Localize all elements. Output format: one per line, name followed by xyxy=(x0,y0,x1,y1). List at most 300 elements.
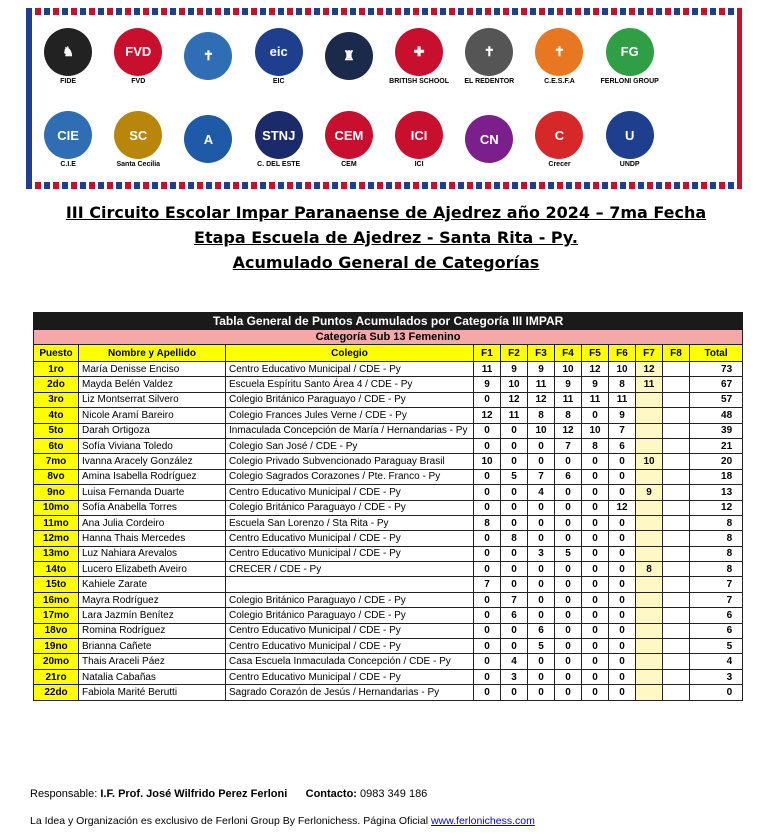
cell-total: 6 xyxy=(690,623,743,638)
cell-f2: 9 xyxy=(501,362,528,377)
footer-responsable xyxy=(30,788,427,800)
cell-f7 xyxy=(636,546,663,561)
table-caption: Tabla General de Puntos Acumulados por Categoría III IMPAR xyxy=(34,313,743,330)
cell-total: 5 xyxy=(690,639,743,654)
standings-table-container xyxy=(33,312,742,701)
cell-total: 7 xyxy=(690,577,743,592)
column-header: F1 xyxy=(474,345,501,362)
cell-f6: 0 xyxy=(609,654,636,669)
cell-f4: 7 xyxy=(555,438,582,453)
cell-f2: 0 xyxy=(501,623,528,638)
cesfa-logo-mark: ✝ xyxy=(535,28,583,76)
ici-logo-caption: ICI xyxy=(414,161,424,169)
undp-logo-caption: UNDP xyxy=(619,161,640,169)
cell-name: Luz Nahiara Arevalos xyxy=(79,546,226,561)
eic-logo-mark: eic xyxy=(255,28,303,76)
table-row xyxy=(34,577,743,592)
cell-f3: 0 xyxy=(528,515,555,530)
stnj-logo-mark: STNJ xyxy=(255,111,303,159)
cell-f2: 0 xyxy=(501,546,528,561)
cell-f5: 0 xyxy=(582,408,609,423)
british-school-logo-caption: BRITISH SCHOOL xyxy=(389,77,450,85)
cell-f1: 0 xyxy=(474,392,501,407)
cell-f2: 8 xyxy=(501,531,528,546)
cell-total: 8 xyxy=(690,562,743,577)
cell-f6: 0 xyxy=(609,485,636,500)
cell-f4: 0 xyxy=(555,608,582,623)
cell-rank: 3ro xyxy=(34,392,79,407)
cell-f3: 0 xyxy=(528,500,555,515)
cell-f4: 11 xyxy=(555,392,582,407)
sponsor-banner xyxy=(26,8,742,189)
cesfa-logo xyxy=(530,23,588,91)
cell-f8 xyxy=(663,577,690,592)
website-link[interactable]: www.ferlonichess.com xyxy=(430,815,535,827)
cell-name: Fabiola Marité Berutti xyxy=(79,685,226,700)
fvd-logo xyxy=(109,23,167,91)
table-row xyxy=(34,485,743,500)
cell-school: Colegio Frances Jules Verne / CDE - Py xyxy=(226,408,474,423)
cell-f1: 11 xyxy=(474,362,501,377)
cell-f5: 0 xyxy=(582,546,609,561)
ici-logo xyxy=(390,106,448,174)
cell-f1: 10 xyxy=(474,454,501,469)
cell-f7 xyxy=(636,623,663,638)
cell-f7 xyxy=(636,608,663,623)
cell-f2: 0 xyxy=(501,423,528,438)
cell-f7 xyxy=(636,654,663,669)
cell-rank: 12mo xyxy=(34,531,79,546)
cell-f7 xyxy=(636,639,663,654)
cell-f8 xyxy=(663,515,690,530)
cell-total: 20 xyxy=(690,454,743,469)
cell-f5: 0 xyxy=(582,577,609,592)
cell-total: 8 xyxy=(690,546,743,561)
cell-f2: 4 xyxy=(501,654,528,669)
cell-f6: 7 xyxy=(609,423,636,438)
cell-f8 xyxy=(663,608,690,623)
cell-school: Centro Educativo Municipal / CDE - Py xyxy=(226,362,474,377)
cell-f4: 9 xyxy=(555,377,582,392)
cell-f3: 9 xyxy=(528,362,555,377)
cell-f6: 0 xyxy=(609,669,636,684)
cie-logo-caption: C.I.E xyxy=(60,161,76,169)
column-header: F3 xyxy=(528,345,555,362)
ferloni-group-logo xyxy=(601,23,659,91)
cell-name: Luisa Fernanda Duarte xyxy=(79,485,226,500)
cell-total: 13 xyxy=(690,485,743,500)
cell-f6: 0 xyxy=(609,469,636,484)
cell-f3: 0 xyxy=(528,654,555,669)
cell-school: Sagrado Corazón de Jesús / Hernandarias - Py xyxy=(226,685,474,700)
cell-f7 xyxy=(636,469,663,484)
cell-total: 8 xyxy=(690,531,743,546)
cell-total: 39 xyxy=(690,423,743,438)
cell-f2: 12 xyxy=(501,392,528,407)
cell-f6: 6 xyxy=(609,438,636,453)
cell-f4: 0 xyxy=(555,592,582,607)
cell-f8 xyxy=(663,592,690,607)
table-row xyxy=(34,531,743,546)
cell-f1: 0 xyxy=(474,500,501,515)
cell-f6: 0 xyxy=(609,454,636,469)
colegio-crecer-logo xyxy=(179,106,237,174)
cell-f5: 12 xyxy=(582,362,609,377)
cell-f7 xyxy=(636,531,663,546)
cell-f1: 8 xyxy=(474,515,501,530)
cell-f7: 10 xyxy=(636,454,663,469)
cell-f7: 12 xyxy=(636,362,663,377)
column-header: F5 xyxy=(582,345,609,362)
title-block xyxy=(0,200,772,275)
table-row xyxy=(34,500,743,515)
cell-f7 xyxy=(636,515,663,530)
cell-f4: 8 xyxy=(555,408,582,423)
cell-rank: 13mo xyxy=(34,546,79,561)
table-row xyxy=(34,608,743,623)
el-redentor-logo-caption: EL REDENTOR xyxy=(464,77,515,85)
table-row xyxy=(34,623,743,638)
cell-f1: 0 xyxy=(474,685,501,700)
cell-rank: 14to xyxy=(34,562,79,577)
cell-school: Escuela Espíritu Santo Área 4 / CDE - Py xyxy=(226,377,474,392)
cem-logo-mark: CEM xyxy=(325,111,373,159)
cell-f4: 0 xyxy=(555,515,582,530)
cell-f7 xyxy=(636,423,663,438)
cell-rank: 19no xyxy=(34,639,79,654)
cell-school: Colegio San José / CDE - Py xyxy=(226,438,474,453)
cell-f8 xyxy=(663,531,690,546)
category-row xyxy=(34,330,743,345)
cell-total: 18 xyxy=(690,469,743,484)
cell-f3: 0 xyxy=(528,685,555,700)
cell-f8 xyxy=(663,562,690,577)
cell-school: Casa Escuela Inmaculada Concepción / CDE - Py xyxy=(226,654,474,669)
british-school-logo xyxy=(390,23,448,91)
cell-total: 73 xyxy=(690,362,743,377)
colegio-juan-pablo-logo-mark: ✝ xyxy=(184,32,232,80)
cell-f3: 12 xyxy=(528,392,555,407)
fvd-logo-mark: FVD xyxy=(114,28,162,76)
standings-table xyxy=(33,312,743,701)
cell-name: Amina Isabella Rodríguez xyxy=(79,469,226,484)
santa-cecilia-logo-mark: SC xyxy=(114,111,162,159)
ferloni-group-logo-caption: FERLONI GROUP xyxy=(600,77,659,85)
cell-name: Thais Araceli Páez xyxy=(79,654,226,669)
cell-rank: 4to xyxy=(34,408,79,423)
cell-f3: 0 xyxy=(528,577,555,592)
blank-logo xyxy=(671,23,729,91)
cell-f1: 0 xyxy=(474,639,501,654)
cell-f5: 0 xyxy=(582,592,609,607)
table-row xyxy=(34,654,743,669)
cell-f6: 0 xyxy=(609,531,636,546)
cell-school: Colegio Británico Paraguayo / CDE - Py xyxy=(226,500,474,515)
ferlonichess-club-logo-mark: ♜ xyxy=(325,32,373,80)
cell-f6: 10 xyxy=(609,362,636,377)
cell-f8 xyxy=(663,392,690,407)
table-row xyxy=(34,639,743,654)
title-line-2: Etapa Escuela de Ajedrez - Santa Rita - Py. xyxy=(194,228,578,247)
responsable-name: I.F. Prof. José Wilfrido Perez Ferloni xyxy=(100,788,288,800)
cell-f2: 3 xyxy=(501,669,528,684)
cell-f3: 8 xyxy=(528,408,555,423)
cell-school: Escuela San Lorenzo / Sta Rita - Py xyxy=(226,515,474,530)
colegio-nacional-logo-mark: CN xyxy=(465,115,513,163)
cell-school: Colegio Sagrados Corazones / Pte. Franco - Py xyxy=(226,469,474,484)
table-row xyxy=(34,438,743,453)
cell-f1: 0 xyxy=(474,623,501,638)
cell-f2: 0 xyxy=(501,515,528,530)
table-row xyxy=(34,423,743,438)
cell-f4: 12 xyxy=(555,423,582,438)
cell-school: Colegio Privado Subvencionado Paraguay Brasil xyxy=(226,454,474,469)
cell-school: Centro Educativo Municipal / CDE - Py xyxy=(226,485,474,500)
cell-f7: 9 xyxy=(636,485,663,500)
undp-logo-mark: U xyxy=(606,111,654,159)
cell-f5: 9 xyxy=(582,377,609,392)
cell-f8 xyxy=(663,423,690,438)
cell-rank: 10mo xyxy=(34,500,79,515)
cell-f5: 0 xyxy=(582,562,609,577)
cell-f5: 0 xyxy=(582,685,609,700)
cell-name: Ana Julia Cordeiro xyxy=(79,515,226,530)
blank-logo-2-mark xyxy=(676,115,724,163)
cell-f5: 0 xyxy=(582,608,609,623)
cell-f8 xyxy=(663,469,690,484)
category-label: Categoría Sub 13 Femenino xyxy=(34,330,743,345)
cell-f5: 8 xyxy=(582,438,609,453)
cell-f6: 0 xyxy=(609,577,636,592)
cell-name: Romina Rodríguez xyxy=(79,623,226,638)
cell-f1: 0 xyxy=(474,485,501,500)
cell-f2: 0 xyxy=(501,685,528,700)
cell-f1: 0 xyxy=(474,423,501,438)
column-header: Total xyxy=(690,345,743,362)
cell-f8 xyxy=(663,639,690,654)
cell-f5: 0 xyxy=(582,500,609,515)
cell-name: Sofía Anabella Torres xyxy=(79,500,226,515)
cell-f1: 0 xyxy=(474,562,501,577)
table-row xyxy=(34,685,743,700)
cell-total: 0 xyxy=(690,685,743,700)
footer-credit xyxy=(30,815,535,827)
table-row xyxy=(34,392,743,407)
cell-f5: 0 xyxy=(582,623,609,638)
stnj-logo-caption: C. DEL ESTE xyxy=(257,161,301,169)
cell-f8 xyxy=(663,623,690,638)
cell-name: Natalia Cabañas xyxy=(79,669,226,684)
column-header: F6 xyxy=(609,345,636,362)
cell-f3: 0 xyxy=(528,592,555,607)
cell-f1: 0 xyxy=(474,654,501,669)
column-header: F2 xyxy=(501,345,528,362)
cell-f4: 5 xyxy=(555,546,582,561)
cell-f3: 0 xyxy=(528,531,555,546)
table-caption-row xyxy=(34,313,743,330)
cell-f2: 0 xyxy=(501,639,528,654)
crecer-logo-caption: Crecer xyxy=(548,161,571,169)
title-line-1: III Circuito Escolar Impar Paranaense de Ajedrez año 2024 – 7ma Fecha xyxy=(65,203,707,222)
cell-school: Centro Educativo Municipal / CDE - Py xyxy=(226,669,474,684)
table-row xyxy=(34,515,743,530)
cie-logo-mark: CIE xyxy=(44,111,92,159)
cell-f4: 0 xyxy=(555,623,582,638)
cell-f1: 0 xyxy=(474,438,501,453)
cell-school: Colegio Británico Paraguayo / CDE - Py xyxy=(226,592,474,607)
cell-f7 xyxy=(636,392,663,407)
cell-f1: 0 xyxy=(474,546,501,561)
table-row xyxy=(34,546,743,561)
cell-f8 xyxy=(663,377,690,392)
cell-total: 7 xyxy=(690,592,743,607)
cem-logo-caption: CEM xyxy=(341,161,357,169)
cell-f6: 0 xyxy=(609,592,636,607)
cell-f4: 0 xyxy=(555,485,582,500)
header-row xyxy=(34,345,743,362)
cell-name: Lara Jazmín Benítez xyxy=(79,608,226,623)
cell-f6: 0 xyxy=(609,623,636,638)
colegio-juan-pablo-logo xyxy=(179,23,237,91)
ici-logo-mark: ICI xyxy=(395,111,443,159)
cell-rank: 1ro xyxy=(34,362,79,377)
cell-f3: 3 xyxy=(528,546,555,561)
cell-school: Inmaculada Concepción de María / Hernandarias - Py xyxy=(226,423,474,438)
cell-f1: 0 xyxy=(474,592,501,607)
cell-f4: 0 xyxy=(555,577,582,592)
table-body xyxy=(34,362,743,701)
credit-text: La Idea y Organización es exclusivo de Ferloni Group By Ferlonichess. Página Oficial xyxy=(30,815,429,827)
cell-school: Centro Educativo Municipal / CDE - Py xyxy=(226,639,474,654)
cell-f4: 0 xyxy=(555,454,582,469)
cell-f3: 11 xyxy=(528,377,555,392)
cell-f3: 0 xyxy=(528,608,555,623)
cell-f7 xyxy=(636,669,663,684)
cell-f7 xyxy=(636,438,663,453)
cell-f8 xyxy=(663,546,690,561)
crecer-logo-mark: C xyxy=(535,111,583,159)
cell-f1: 0 xyxy=(474,669,501,684)
cell-f8 xyxy=(663,669,690,684)
column-header: F7 xyxy=(636,345,663,362)
cell-f4: 6 xyxy=(555,469,582,484)
cell-total: 6 xyxy=(690,608,743,623)
cell-f3: 4 xyxy=(528,485,555,500)
cell-f1: 0 xyxy=(474,608,501,623)
column-header: F8 xyxy=(663,345,690,362)
table-row xyxy=(34,377,743,392)
title-line-3: Acumulado General de Categorías xyxy=(232,253,540,272)
cell-f1: 7 xyxy=(474,577,501,592)
cell-total: 48 xyxy=(690,408,743,423)
cell-f6: 8 xyxy=(609,377,636,392)
cell-f7 xyxy=(636,577,663,592)
cell-f1: 9 xyxy=(474,377,501,392)
cell-rank: 20mo xyxy=(34,654,79,669)
cell-f6: 11 xyxy=(609,392,636,407)
cell-f8 xyxy=(663,654,690,669)
cell-f4: 0 xyxy=(555,654,582,669)
cell-f4: 0 xyxy=(555,531,582,546)
column-header: F4 xyxy=(555,345,582,362)
british-school-logo-mark: ✚ xyxy=(395,28,443,76)
cell-f7 xyxy=(636,592,663,607)
cell-f5: 0 xyxy=(582,515,609,530)
cell-rank: 17mo xyxy=(34,608,79,623)
cell-name: Ivanna Aracely González xyxy=(79,454,226,469)
cell-f3: 6 xyxy=(528,623,555,638)
cell-f5: 0 xyxy=(582,654,609,669)
blank-logo-mark xyxy=(676,32,724,80)
cell-name: Lucero Elizabeth Aveiro xyxy=(79,562,226,577)
cell-school: Centro Educativo Municipal / CDE - Py xyxy=(226,546,474,561)
cell-rank: 22do xyxy=(34,685,79,700)
fide-logo-caption: FIDE xyxy=(60,77,77,85)
cell-f2: 6 xyxy=(501,608,528,623)
cell-name: Mayra Rodríguez xyxy=(79,592,226,607)
cell-rank: 11mo xyxy=(34,515,79,530)
cell-f1: 0 xyxy=(474,531,501,546)
cell-school: Colegio Británico Paraguayo / CDE - Py xyxy=(226,608,474,623)
cell-total: 4 xyxy=(690,654,743,669)
cell-name: Brianna Cañete xyxy=(79,639,226,654)
cell-f5: 0 xyxy=(582,454,609,469)
cell-f1: 12 xyxy=(474,408,501,423)
cell-f3: 0 xyxy=(528,562,555,577)
cell-name: Darah Ortigoza xyxy=(79,423,226,438)
cell-f6: 0 xyxy=(609,515,636,530)
cell-f3: 7 xyxy=(528,469,555,484)
cell-rank: 21ro xyxy=(34,669,79,684)
ferlonichess-club-logo xyxy=(320,23,378,91)
cell-f2: 5 xyxy=(501,469,528,484)
table-row xyxy=(34,592,743,607)
cell-rank: 7mo xyxy=(34,454,79,469)
cell-f8 xyxy=(663,500,690,515)
cell-f5: 0 xyxy=(582,469,609,484)
cell-f7: 8 xyxy=(636,562,663,577)
cell-f6: 0 xyxy=(609,608,636,623)
table-row xyxy=(34,562,743,577)
fide-logo xyxy=(39,23,97,91)
cell-f5: 0 xyxy=(582,639,609,654)
cell-f8 xyxy=(663,685,690,700)
cell-f7 xyxy=(636,685,663,700)
cell-name: María Denisse Enciso xyxy=(79,362,226,377)
cell-rank: 5to xyxy=(34,423,79,438)
el-redentor-logo xyxy=(460,23,518,91)
stnj-logo xyxy=(250,106,308,174)
logo-grid xyxy=(33,15,735,182)
cell-f4: 10 xyxy=(555,362,582,377)
cell-f2: 10 xyxy=(501,377,528,392)
cell-name: Sofía Viviana Toledo xyxy=(79,438,226,453)
cie-logo xyxy=(39,106,97,174)
eic-logo xyxy=(250,23,308,91)
cell-f8 xyxy=(663,408,690,423)
cell-school xyxy=(226,577,474,592)
cell-f6: 0 xyxy=(609,562,636,577)
cell-school: Centro Educativo Municipal / CDE - Py xyxy=(226,623,474,638)
cell-f4: 0 xyxy=(555,669,582,684)
cell-f6: 0 xyxy=(609,639,636,654)
cell-rank: 2do xyxy=(34,377,79,392)
contacto-label: Contacto: xyxy=(305,788,357,800)
cell-f2: 0 xyxy=(501,454,528,469)
cell-f6: 0 xyxy=(609,685,636,700)
cell-f7: 11 xyxy=(636,377,663,392)
cell-rank: 6to xyxy=(34,438,79,453)
